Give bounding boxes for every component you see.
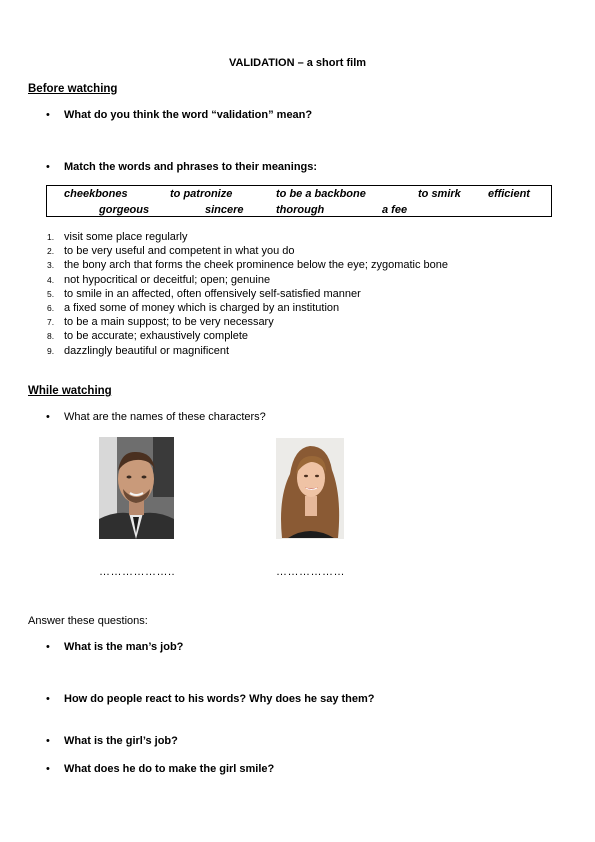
definition-number: 6. [47,302,55,313]
definition-number: 8. [47,331,55,342]
word-item: gorgeous [99,204,150,216]
bullet-icon: • [46,109,50,121]
bullet-icon: • [46,411,50,423]
bullet-icon: • [46,763,50,775]
definition-number: 2. [47,246,55,257]
definition-number: 9. [47,345,55,356]
question-text: What do you think the word “validation” mean? [64,109,313,121]
definition-number: 7. [47,317,55,328]
woman-photo [276,438,344,539]
question-text: Match the words and phrases to their meanings: [64,161,318,173]
word-item: a fee [382,204,408,216]
bullet-icon: • [46,735,50,747]
word-item: to be a backbone [276,188,366,200]
definition-text: to smile in an affected, often offensively self-satisfied manner [64,287,361,300]
woman-name-blank[interactable]: ……………… [276,566,345,578]
word-item: thorough [276,204,325,216]
question-text: What are the names of these characters? [64,411,266,423]
definition-text: a fixed some of money which is charged by an institution [64,301,340,314]
bullet-icon: • [46,693,50,705]
definition-text: to be very useful and competent in what you do [64,245,295,258]
question-text: How do people react to his words? Why does he say them? [64,693,375,705]
definition-text: to be a main suppost; to be very necessary [64,316,274,329]
word-item: efficient [488,188,530,200]
definition-text: not hypocritical or deceitful; open; genuine [64,273,271,286]
question-text: What is the man’s job? [64,641,184,653]
definition-text: the bony arch that forms the cheek prominence below the eye; zygomatic bone [64,259,448,272]
definition-number: 1. [47,232,55,242]
man-photo [99,437,174,539]
word-box [46,185,552,217]
word-item: to smirk [418,188,461,200]
word-item: cheekbones [64,188,128,200]
while-watching-heading: While watching [28,385,112,397]
word-item: to patronize [170,188,233,200]
definition-text: to be accurate; exhaustively complete [64,330,249,343]
definition-text: dazzlingly beautiful or magnificent [64,344,230,357]
bullet-icon: • [46,161,50,173]
question-text: What is the girl’s job? [64,735,178,747]
definition-text: visit some place regularly [64,231,188,243]
man-name-blank[interactable]: ……………….. [99,566,176,578]
question-text: What does he do to make the girl smile? [64,763,275,775]
definition-number: 3. [47,260,55,271]
definition-number: 4. [47,274,55,285]
definition-number: 5. [47,288,55,299]
worksheet-title: VALIDATION – a short film [228,57,367,69]
bullet-icon: • [46,641,50,653]
word-item: sincere [205,204,244,216]
before-watching-heading: Before watching [28,83,118,95]
answer-intro: Answer these questions: [28,615,148,627]
